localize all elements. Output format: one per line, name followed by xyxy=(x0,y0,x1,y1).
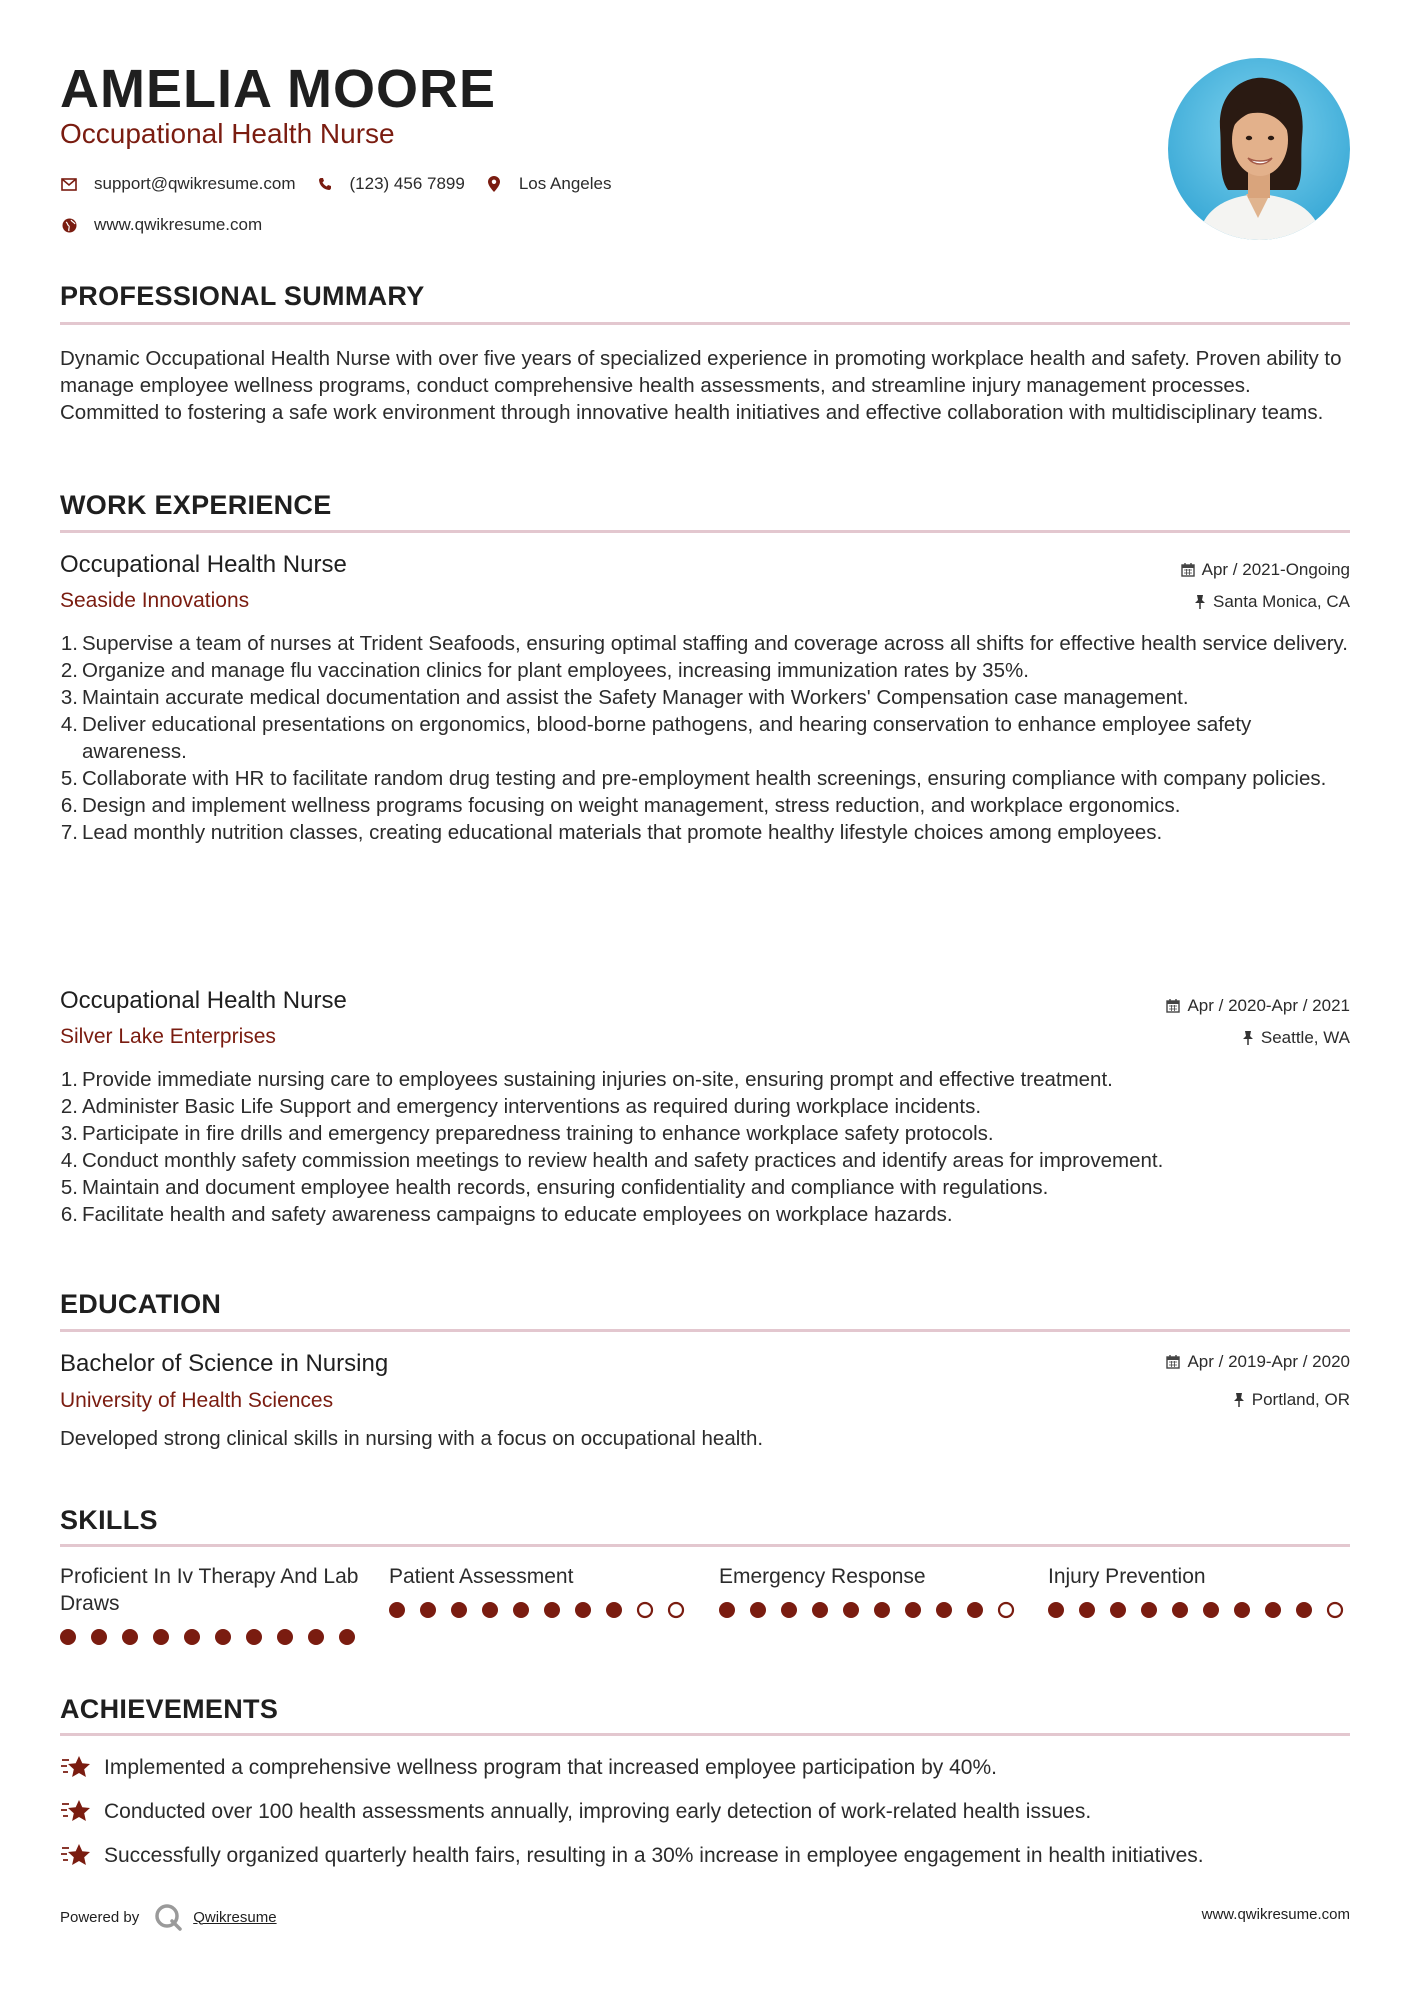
email-link[interactable]: support@qwikresume.com xyxy=(94,174,296,193)
rating-dot-filled xyxy=(184,1629,200,1645)
rating-dot-filled xyxy=(812,1602,828,1618)
education-location: Portland, OR xyxy=(1233,1390,1350,1410)
rating-dot-filled xyxy=(389,1602,405,1618)
profile-photo xyxy=(1168,58,1350,240)
bullet-number: 7. xyxy=(60,821,78,844)
rating-dot-filled xyxy=(843,1602,859,1618)
bullet-item xyxy=(60,1174,1350,1201)
pushpin-icon xyxy=(1194,594,1206,610)
candidate-name: AMELIA MOORE xyxy=(60,59,496,119)
candidate-role: Occupational Health Nurse xyxy=(60,118,395,149)
rating-dot-filled xyxy=(1203,1602,1219,1618)
achievement-item xyxy=(60,1754,997,1782)
achievement-text: Conducted over 100 health assessments annually, improving early detection of work-related health issues. xyxy=(104,1800,1092,1823)
bullet-item xyxy=(60,792,1350,819)
phone-number[interactable]: (123) 456 7899 xyxy=(349,174,465,193)
bullet-text: Conduct monthly safety commission meetings to review health and safety practices and identify areas for improvement. xyxy=(82,1149,1164,1172)
rating-dot-filled xyxy=(575,1602,591,1618)
phone-icon xyxy=(316,175,334,193)
summary-title: PROFESSIONAL SUMMARY xyxy=(60,281,425,311)
achievement-text: Implemented a comprehensive wellness program that increased employee participation by 40%. xyxy=(104,1756,997,1779)
job-dates: Apr / 2021-Ongoing xyxy=(1181,560,1350,580)
rating-dot-filled xyxy=(1110,1602,1126,1618)
bullet-text: Maintain and document employee health records, ensuring confidentiality and compliance with regulations. xyxy=(82,1176,1049,1199)
skill-rating xyxy=(389,1600,689,1620)
rating-dot-filled xyxy=(215,1629,231,1645)
rating-dot-filled xyxy=(1048,1602,1064,1618)
skills-title: SKILLS xyxy=(60,1505,158,1535)
job-bullets xyxy=(60,1066,1350,1228)
contact-row-primary xyxy=(60,174,631,194)
rating-dot-filled xyxy=(1141,1602,1157,1618)
location-text: Los Angeles xyxy=(518,174,612,193)
bullet-item xyxy=(60,1093,1350,1120)
rating-dot-filled xyxy=(905,1602,921,1618)
school-name: University of Health Sciences xyxy=(60,1389,334,1412)
pushpin-icon xyxy=(1242,1030,1254,1046)
bullet-item xyxy=(60,765,1350,792)
rating-dot-filled xyxy=(482,1602,498,1618)
achievements-title: ACHIEVEMENTS xyxy=(60,1694,279,1724)
bullet-text: Provide immediate nursing care to employees sustaining injuries on-site, ensuring prompt and effective treatment. xyxy=(82,1068,1113,1091)
bullet-number: 6. xyxy=(60,1203,78,1226)
company-name: Silver Lake Enterprises xyxy=(60,1025,276,1048)
rating-dot-filled xyxy=(544,1602,560,1618)
skill-rating xyxy=(60,1627,360,1647)
bullet-item xyxy=(60,1147,1350,1174)
section-divider xyxy=(60,322,1350,325)
job-bullets xyxy=(60,630,1350,846)
bullet-number: 6. xyxy=(60,794,78,817)
bullet-text: Supervise a team of nurses at Trident Seafoods, ensuring optimal staffing and coverage across all shifts for effective health service delivery. xyxy=(82,632,1348,655)
star-award-icon xyxy=(60,1798,92,1826)
footer-powered-by: Powered by Qwikresume xyxy=(60,1902,277,1932)
rating-dot-filled xyxy=(122,1629,138,1645)
bullet-number: 2. xyxy=(60,659,78,682)
education-title: EDUCATION xyxy=(60,1289,222,1319)
rating-dot-empty xyxy=(1328,1603,1342,1617)
skill-item xyxy=(1048,1563,1348,1590)
company-name: Seaside Innovations xyxy=(60,589,250,612)
bullet-text: Administer Basic Life Support and emergency interventions as required during workplace incidents. xyxy=(82,1095,982,1118)
job-location: Santa Monica, CA xyxy=(1194,592,1350,612)
bullet-text: Facilitate health and safety awareness campaigns to educate employees on workplace hazards. xyxy=(82,1203,953,1226)
skill-name: Injury Prevention xyxy=(1048,1565,1206,1588)
bullet-item xyxy=(60,1201,1350,1228)
rating-dot-filled xyxy=(781,1602,797,1618)
calendar-icon xyxy=(1181,563,1195,577)
star-award-icon xyxy=(60,1842,92,1870)
rating-dot-filled xyxy=(1079,1602,1095,1618)
bullet-number: 4. xyxy=(60,713,78,736)
achievement-item xyxy=(60,1798,1091,1826)
bullet-item xyxy=(60,1120,1350,1147)
skill-rating xyxy=(1048,1600,1348,1620)
bullet-number: 2. xyxy=(60,1095,78,1118)
brand-link[interactable]: Qwikresume xyxy=(193,1908,277,1926)
bullet-text: Organize and manage flu vaccination clinics for plant employees, increasing immunization rates by 35%. xyxy=(82,659,1029,682)
bullet-item xyxy=(60,819,1350,846)
education-dates: Apr / 2019-Apr / 2020 xyxy=(1166,1352,1350,1372)
rating-dot-filled xyxy=(1265,1602,1281,1618)
bullet-number: 1. xyxy=(60,632,78,655)
bullet-number: 1. xyxy=(60,1068,78,1091)
rating-dot-empty xyxy=(669,1603,683,1617)
bullet-number: 5. xyxy=(60,767,78,790)
experience-title: WORK EXPERIENCE xyxy=(60,490,332,520)
bullet-text: Lead monthly nutrition classes, creating educational materials that promote healthy lifestyle choices among employees. xyxy=(82,821,1163,844)
skill-item xyxy=(60,1563,360,1617)
bullet-item xyxy=(60,684,1350,711)
skill-item xyxy=(719,1563,1019,1590)
skill-rating xyxy=(719,1600,1019,1620)
rating-dot-filled xyxy=(420,1602,436,1618)
section-divider xyxy=(60,1544,1350,1547)
skill-name: Emergency Response xyxy=(719,1565,926,1588)
qwikresume-logo-icon xyxy=(153,1902,183,1932)
bullet-text: Participate in fire drills and emergency preparedness training to enhance workplace safety protocols. xyxy=(82,1122,994,1145)
globe-icon xyxy=(60,216,78,234)
bullet-item xyxy=(60,657,1350,684)
rating-dot-filled xyxy=(308,1629,324,1645)
bullet-text: Design and implement wellness programs focusing on weight management, stress reduction, and workplace ergonomics. xyxy=(82,794,1181,817)
skill-name: Patient Assessment xyxy=(389,1565,574,1588)
rating-dot-filled xyxy=(1234,1602,1250,1618)
rating-dot-empty xyxy=(999,1603,1013,1617)
section-divider xyxy=(60,1733,1350,1736)
email-icon xyxy=(60,175,78,193)
rating-dot-filled xyxy=(1172,1602,1188,1618)
rating-dot-filled xyxy=(719,1602,735,1618)
section-divider xyxy=(60,1329,1350,1332)
bullet-number: 5. xyxy=(60,1176,78,1199)
location-pin-icon xyxy=(485,175,503,193)
rating-dot-filled xyxy=(750,1602,766,1618)
website-link[interactable]: www.qwikresume.com xyxy=(94,215,263,234)
bullet-text: Deliver educational presentations on ergonomics, blood-borne pathogens, and hearing conservation to enhance employee safety awareness. xyxy=(82,713,1252,763)
rating-dot-empty xyxy=(638,1603,652,1617)
calendar-icon xyxy=(1166,1355,1180,1369)
rating-dot-filled xyxy=(513,1602,529,1618)
pushpin-icon xyxy=(1233,1392,1245,1408)
calendar-icon xyxy=(1166,999,1180,1013)
rating-dot-filled xyxy=(153,1629,169,1645)
rating-dot-filled xyxy=(874,1602,890,1618)
skill-item xyxy=(389,1563,689,1590)
rating-dot-filled xyxy=(339,1629,355,1645)
achievement-item xyxy=(60,1842,1204,1870)
bullet-text: Collaborate with HR to facilitate random drug testing and pre-employment health screenings, ensuring compliance with company policies. xyxy=(82,767,1327,790)
section-divider xyxy=(60,530,1350,533)
star-award-icon xyxy=(60,1754,92,1782)
bullet-item xyxy=(60,630,1350,657)
rating-dot-filled xyxy=(277,1629,293,1645)
bullet-number: 4. xyxy=(60,1149,78,1172)
bullet-number: 3. xyxy=(60,1122,78,1145)
job-title: Occupational Health Nurse xyxy=(60,551,347,578)
rating-dot-filled xyxy=(91,1629,107,1645)
achievement-text: Successfully organized quarterly health fairs, resulting in a 30% increase in employee engagement in health initiatives. xyxy=(104,1844,1204,1867)
rating-dot-filled xyxy=(246,1629,262,1645)
job-location: Seattle, WA xyxy=(1242,1028,1350,1048)
job-dates: Apr / 2020-Apr / 2021 xyxy=(1166,996,1350,1016)
footer-website[interactable]: www.qwikresume.com xyxy=(1201,1906,1350,1923)
rating-dot-filled xyxy=(936,1602,952,1618)
skill-name: Proficient In Iv Therapy And Lab Draws xyxy=(60,1565,359,1615)
education-description: Developed strong clinical skills in nursing with a focus on occupational health. xyxy=(60,1427,764,1450)
contact-row-secondary xyxy=(60,215,282,235)
rating-dot-filled xyxy=(60,1629,76,1645)
summary-text: Dynamic Occupational Health Nurse with over five years of specialized experience in promoting workplace health and safety. Proven ability to manage employee wellness programs, conduct comprehensive health assessments, and streamline injury management processes. Committed to fostering a safe work environment through innovative health initiatives and effective collaboration with multidisciplinary teams. xyxy=(60,347,1342,424)
bullet-item xyxy=(60,711,1350,765)
rating-dot-filled xyxy=(967,1602,983,1618)
rating-dot-filled xyxy=(1296,1602,1312,1618)
bullet-item xyxy=(60,1066,1350,1093)
rating-dot-filled xyxy=(451,1602,467,1618)
rating-dot-filled xyxy=(606,1602,622,1618)
degree-title: Bachelor of Science in Nursing xyxy=(60,1350,389,1377)
job-title: Occupational Health Nurse xyxy=(60,987,347,1014)
bullet-text: Maintain accurate medical documentation and assist the Safety Manager with Workers' Compensation case management. xyxy=(82,686,1189,709)
bullet-number: 3. xyxy=(60,686,78,709)
